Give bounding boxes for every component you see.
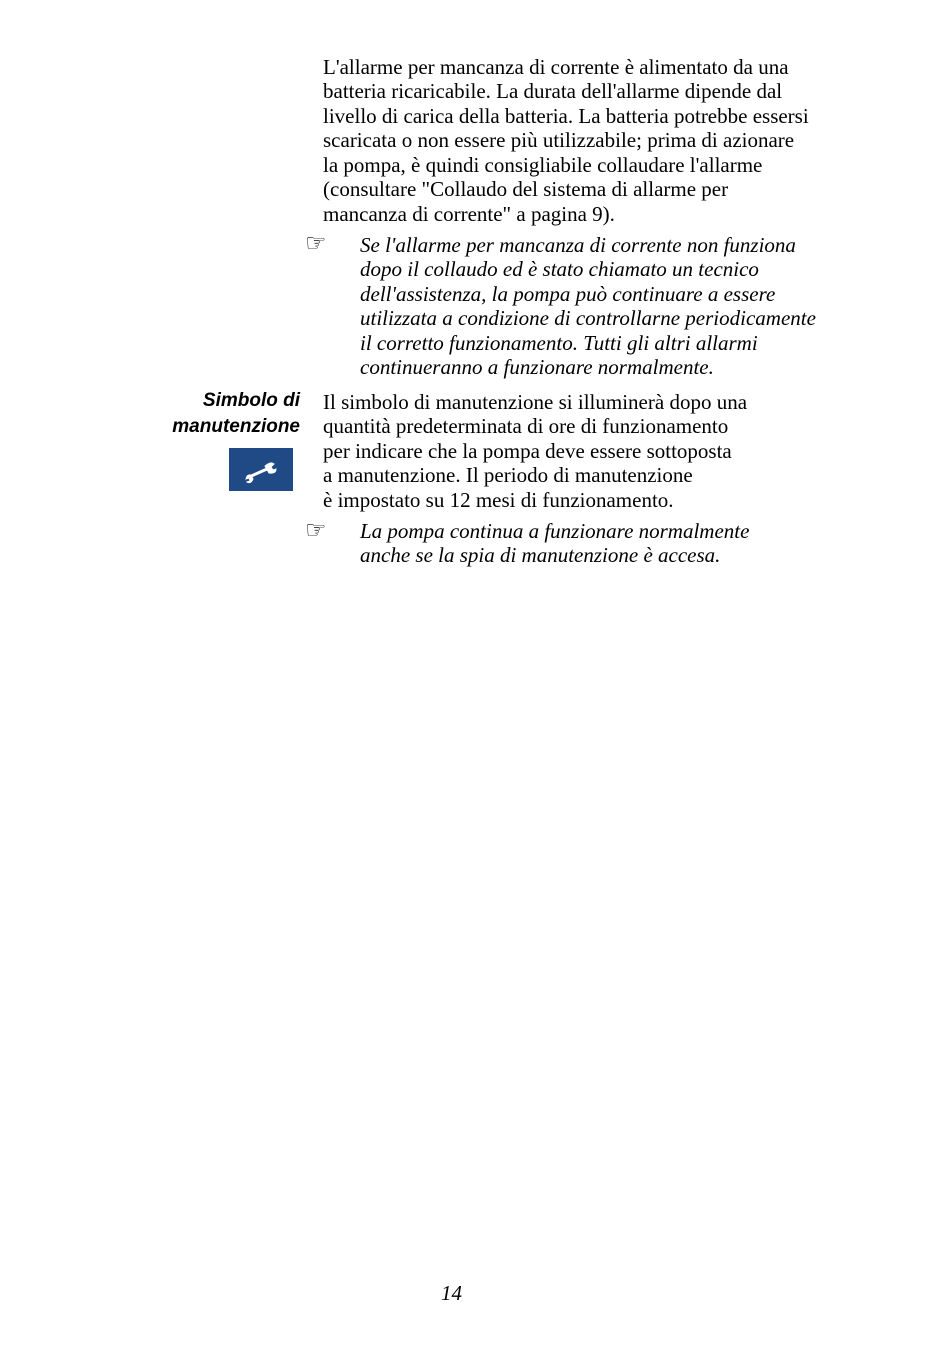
note-line: La pompa continua a funzionare normalmente <box>360 519 750 543</box>
maintenance-symbol-badge <box>229 448 293 491</box>
note-line: continueranno a funzionare normalmente. <box>360 355 714 379</box>
page-number: 14 <box>441 1281 462 1305</box>
paragraph-line: è impostato su 12 mesi di funzionamento. <box>323 488 674 512</box>
paragraph-line: Il simbolo di manutenzione si illuminerà dopo una <box>323 390 748 414</box>
paragraph-line: batteria ricaricabile. La durata dell'allarme dipende dal <box>323 79 783 103</box>
paragraph-line: mancanza di corrente" a pagina 9). <box>323 202 615 226</box>
pointing-hand-icon: ☞ <box>305 516 327 544</box>
maintenance-heading <box>172 388 300 440</box>
paragraph-line: quantità predeterminata di ore di funzionamento <box>323 414 729 438</box>
paragraph-line: per indicare che la pompa deve essere sottoposta <box>323 439 732 463</box>
wrench-icon <box>229 448 293 491</box>
note-line: dopo il collaudo ed è stato chiamato un tecnico <box>360 257 759 281</box>
paragraph-line: a manutenzione. Il periodo di manutenzione <box>323 463 693 487</box>
maintenance-heading-line: manutenzione <box>172 416 300 437</box>
note-line: dell'assistenza, la pompa può continuare a essere <box>360 282 776 306</box>
paragraph-line: L'allarme per mancanza di corrente è alimentato da una <box>323 55 789 79</box>
paragraph-line: livello di carica della batteria. La batteria potrebbe essersi <box>323 104 809 128</box>
paragraph-line: (consultare "Collaudo del sistema di allarme per <box>323 177 729 201</box>
paragraph-line: la pompa, è quindi consigliabile collaudare l'allarme <box>323 153 763 177</box>
maintenance-heading-line: Simbolo di <box>202 390 300 411</box>
pointing-hand-icon: ☞ <box>305 229 327 257</box>
paragraph-line: scaricata o non essere più utilizzabile; prima di azionare <box>323 128 795 152</box>
note-line: anche se la spia di manutenzione è accesa. <box>360 543 721 567</box>
note-line: il corretto funzionamento. Tutti gli altri allarmi <box>360 331 758 355</box>
note-line: Se l'allarme per mancanza di corrente non funziona <box>360 233 796 257</box>
note-line: utilizzata a condizione di controllarne periodicamente <box>360 306 816 330</box>
